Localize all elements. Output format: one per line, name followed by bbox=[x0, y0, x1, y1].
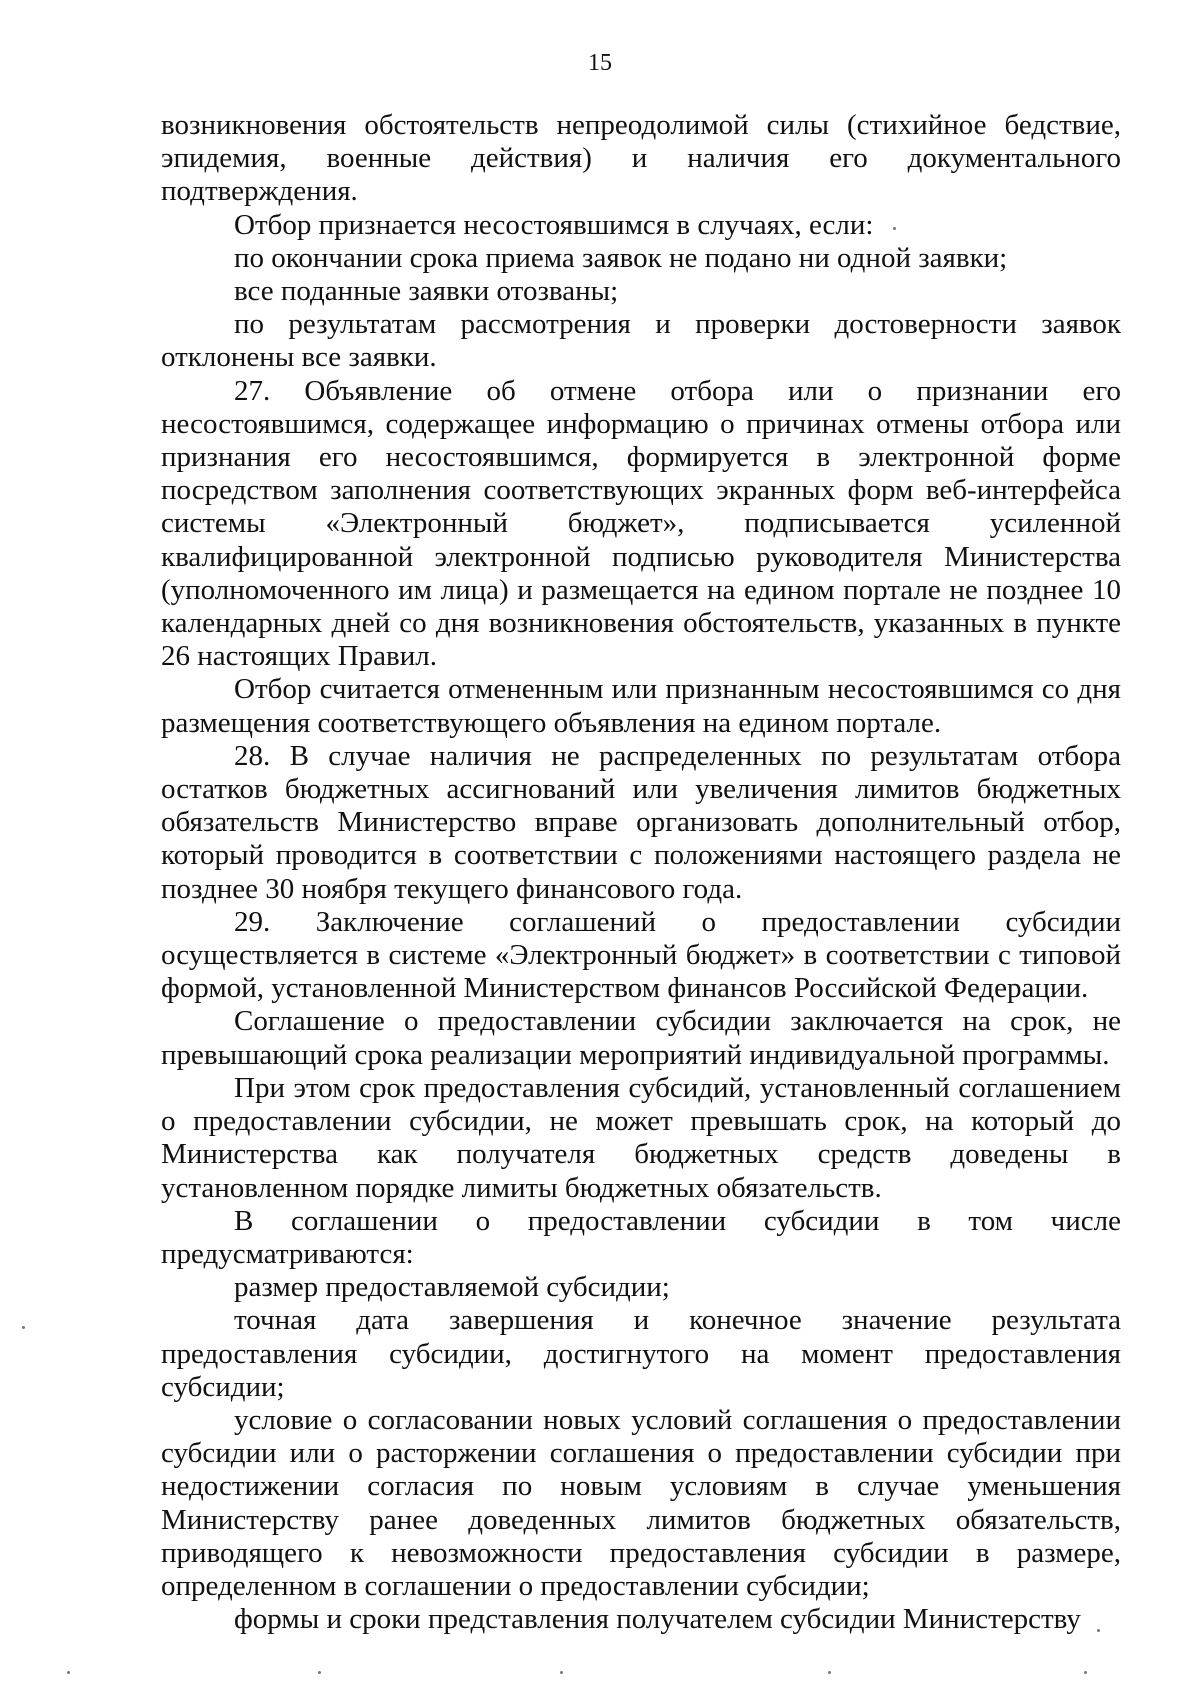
paragraph-agreement-provisions: В соглашении о предоставлении субсидии в том числе предусматриваются: bbox=[161, 1204, 1121, 1270]
list-item-subsidy-amount: размер предоставляемой субсидии; bbox=[234, 1271, 670, 1304]
scan-speck bbox=[828, 1671, 831, 1674]
paragraph-selection-cancelled: Отбор считается отмененным или признанным несостоявшимся со дня размещения соответствующего объявления на едином портале. bbox=[161, 673, 1121, 739]
paragraph-agreement-term: Соглашение о предоставлении субсидии заключается на срок, не превышающий срока реализации мероприятий индивидуальной программы. bbox=[161, 1005, 1121, 1071]
paragraph-no-applications: по окончании срока приема заявок не подано ни одной заявки; bbox=[234, 241, 1008, 274]
paragraph-selection-failed-intro: Отбор признается несостоявшимся в случаях, если: bbox=[234, 208, 874, 241]
scan-speck bbox=[67, 1671, 70, 1674]
paragraph-item-29: 29. Заключение соглашений о предоставлении субсидии осуществляется в системе «Электронный бюджет» в соответствии с типовой формой, установленной Министерством финансов Российской Федерации. bbox=[161, 905, 1121, 1005]
page-number: 15 bbox=[588, 50, 612, 76]
list-item-new-conditions: условие о согласовании новых условий соглашения о предоставлении субсидии или о расторжении соглашения о предоставлении субсидии при недостижении согласия по новым условиям в случае уменьшения Министерству ранее доведенных лимитов бюджетных обязательств, приводящего к невозможности предоставления субсидии в размере, определенном в соглашении о предоставлении субсидии; bbox=[161, 1403, 1121, 1602]
scan-speck bbox=[318, 1671, 321, 1674]
paragraph-continuation: возникновения обстоятельств непреодолимой силы (стихийное бедствие, эпидемия, военные действия) и наличия его документального подтверждения. bbox=[161, 109, 1121, 208]
document-body bbox=[161, 109, 1121, 1636]
scan-speck bbox=[22, 1326, 25, 1329]
scan-speck bbox=[893, 227, 896, 230]
paragraph-subsidy-period: При этом срок предоставления субсидий, установленный соглашением о предоставлении субсидии, не может превышать срок, на который до Министерства как получателя бюджетных средств доведены в установленном порядке лимиты бюджетных обязательств. bbox=[161, 1071, 1121, 1204]
list-item-completion-date: точная дата завершения и конечное значение результата предоставления субсидии, достигнутого на момент предоставления субсидии; bbox=[161, 1304, 1121, 1403]
scan-speck bbox=[1097, 1629, 1100, 1632]
scan-speck bbox=[1084, 1671, 1087, 1674]
paragraph-item-27: 27. Объявление об отмене отбора или о признании его несостоявшимся, содержащее информацию о причинах отмены отбора или признания его несостоявшимся, формируется в электронной форме посредством заполнения соответствующих экранных форм веб-интерфейса системы «Электронный бюджет», подписывается усиленной квалифицированной электронной подписью руководителя Министерства (уполномоченного им лица) и размещается на едином портале не позднее 10 календарных дней со дня возникновения обстоятельств, указанных в пункте 26 настоящих Правил. bbox=[161, 374, 1121, 673]
paragraph-applications-withdrawn: все поданные заявки отозваны; bbox=[234, 275, 619, 308]
scan-speck bbox=[560, 1671, 563, 1674]
paragraph-applications-rejected: по результатам рассмотрения и проверки достоверности заявок отклонены все заявки. bbox=[161, 308, 1121, 374]
paragraph-item-28: 28. В случае наличия не распределенных по результатам отбора остатков бюджетных ассигнований или увеличения лимитов бюджетных обязательств Министерство вправе организовать дополнительный отбор, который проводится в соответствии с положениями настоящего раздела не позднее 30 ноября текущего финансового года. bbox=[161, 739, 1121, 905]
list-item-report-forms: формы и сроки представления получателем субсидии Министерству bbox=[234, 1603, 1081, 1636]
